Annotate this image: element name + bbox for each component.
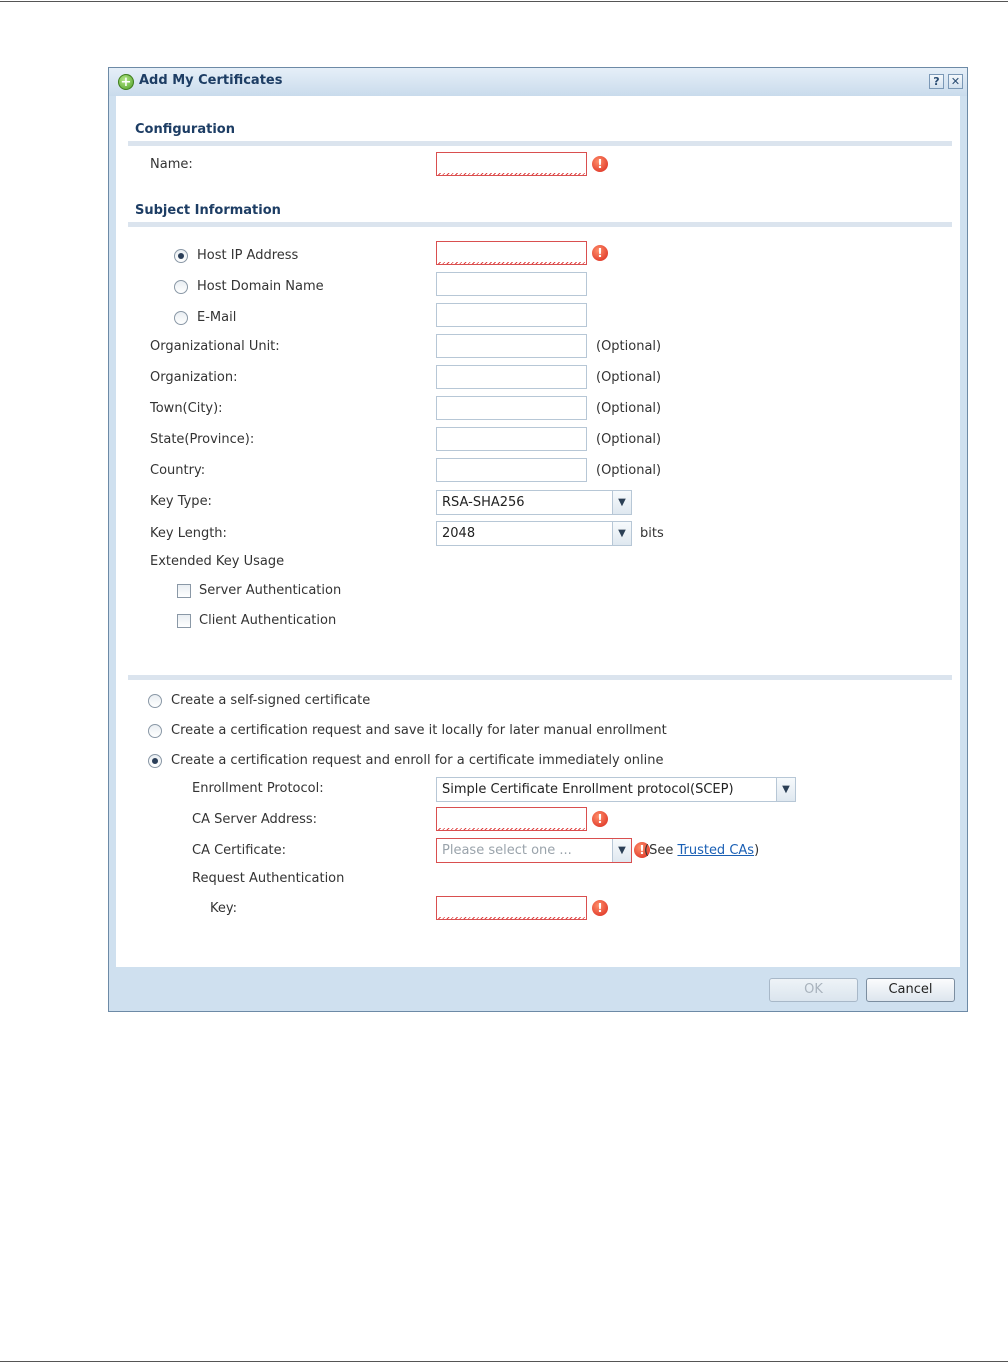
key-length-unit: bits: [640, 526, 664, 541]
optional-hint: (Optional): [596, 463, 662, 478]
configuration-divider: [128, 141, 952, 146]
email-input[interactable]: [436, 303, 587, 327]
configuration-section-title: Configuration: [135, 122, 235, 137]
dialog-titlebar: [109, 68, 967, 96]
org-unit-input[interactable]: [436, 334, 587, 358]
chevron-down-icon[interactable]: ▼: [612, 839, 631, 862]
self-signed-radio[interactable]: [148, 694, 162, 708]
town-label: Town(City):: [150, 401, 223, 416]
add-my-certificates-dialog: [108, 67, 968, 1012]
server-auth-label: Server Authentication: [199, 583, 342, 598]
ca-certificate-placeholder: Please select one ...: [442, 843, 572, 858]
name-label: Name:: [150, 157, 193, 172]
dialog-body: [116, 96, 960, 967]
chevron-down-icon[interactable]: ▼: [612, 491, 631, 514]
key-type-select[interactable]: [436, 490, 632, 515]
key-length-value: 2048: [442, 526, 476, 541]
help-button[interactable]: ?: [929, 74, 944, 89]
exclamation-circle-icon: !: [592, 811, 608, 827]
enrollment-protocol-select[interactable]: [436, 777, 796, 802]
key-length-label: Key Length:: [150, 526, 227, 541]
enroll-online-label: Create a certification request and enroll for a certificate immediately online: [171, 753, 664, 768]
subject-section-title: Subject Information: [135, 203, 281, 218]
plus-circle-icon: +: [118, 74, 134, 90]
optional-hint: (Optional): [596, 339, 662, 354]
host-domain-radio[interactable]: [174, 280, 188, 294]
email-label: E-Mail: [197, 310, 237, 325]
organization-label: Organization:: [150, 370, 238, 385]
extended-key-usage-label: Extended Key Usage: [150, 554, 285, 569]
trusted-cas-hint: [644, 843, 759, 858]
exclamation-circle-icon: !: [592, 245, 608, 261]
host-ip-input[interactable]: [436, 241, 587, 265]
save-request-radio[interactable]: [148, 724, 162, 738]
host-domain-input[interactable]: [436, 272, 587, 296]
email-radio[interactable]: [174, 311, 188, 325]
key-label: Key:: [210, 901, 238, 916]
ca-server-input[interactable]: [436, 807, 587, 831]
creation-divider: [128, 675, 952, 680]
enroll-online-radio[interactable]: [148, 754, 162, 768]
dialog-title: Add My Certificates: [139, 73, 283, 88]
exclamation-circle-icon: !: [592, 156, 608, 172]
chevron-down-icon[interactable]: ▼: [612, 522, 631, 545]
self-signed-label: Create a self-signed certificate: [171, 693, 371, 708]
org-unit-label: Organizational Unit:: [150, 339, 280, 354]
save-request-label: Create a certification request and save it locally for later manual enrollment: [171, 723, 667, 738]
see-close: ): [754, 843, 760, 858]
optional-hint: (Optional): [596, 432, 662, 447]
cancel-button[interactable]: Cancel: [866, 978, 955, 1002]
optional-hint: (Optional): [596, 401, 662, 416]
trusted-cas-link[interactable]: Trusted CAs: [677, 843, 755, 858]
country-input[interactable]: [436, 458, 587, 482]
state-label: State(Province):: [150, 432, 255, 447]
host-ip-radio[interactable]: [174, 249, 188, 263]
chevron-down-icon[interactable]: ▼: [776, 778, 795, 801]
ca-certificate-label: CA Certificate:: [192, 843, 287, 858]
page-bottom-rule: [0, 1361, 1008, 1362]
key-length-select[interactable]: [436, 521, 632, 546]
name-input[interactable]: [436, 152, 587, 176]
see-text: (See: [644, 843, 678, 858]
exclamation-circle-icon: !: [592, 900, 608, 916]
request-auth-label: Request Authentication: [192, 871, 345, 886]
host-domain-label: Host Domain Name: [197, 279, 324, 294]
country-label: Country:: [150, 463, 206, 478]
client-auth-label: Client Authentication: [199, 613, 337, 628]
ca-server-label: CA Server Address:: [192, 812, 318, 827]
host-ip-label: Host IP Address: [197, 248, 299, 263]
subject-divider: [128, 222, 952, 227]
state-input[interactable]: [436, 427, 587, 451]
server-auth-checkbox[interactable]: [177, 584, 191, 598]
optional-hint: (Optional): [596, 370, 662, 385]
page-top-rule: [0, 1, 1008, 2]
key-input[interactable]: [436, 896, 587, 920]
organization-input[interactable]: [436, 365, 587, 389]
key-type-label: Key Type:: [150, 494, 212, 509]
key-type-value: RSA-SHA256: [442, 495, 525, 510]
client-auth-checkbox[interactable]: [177, 614, 191, 628]
enrollment-protocol-value: Simple Certificate Enrollment protocol(SCEP): [442, 782, 734, 797]
town-input[interactable]: [436, 396, 587, 420]
enrollment-protocol-label: Enrollment Protocol:: [192, 781, 324, 796]
exclamation-circle-icon: !: [634, 842, 650, 858]
ok-button[interactable]: OK: [769, 978, 858, 1002]
close-button[interactable]: ✕: [948, 74, 963, 89]
ca-certificate-select[interactable]: [436, 838, 632, 863]
